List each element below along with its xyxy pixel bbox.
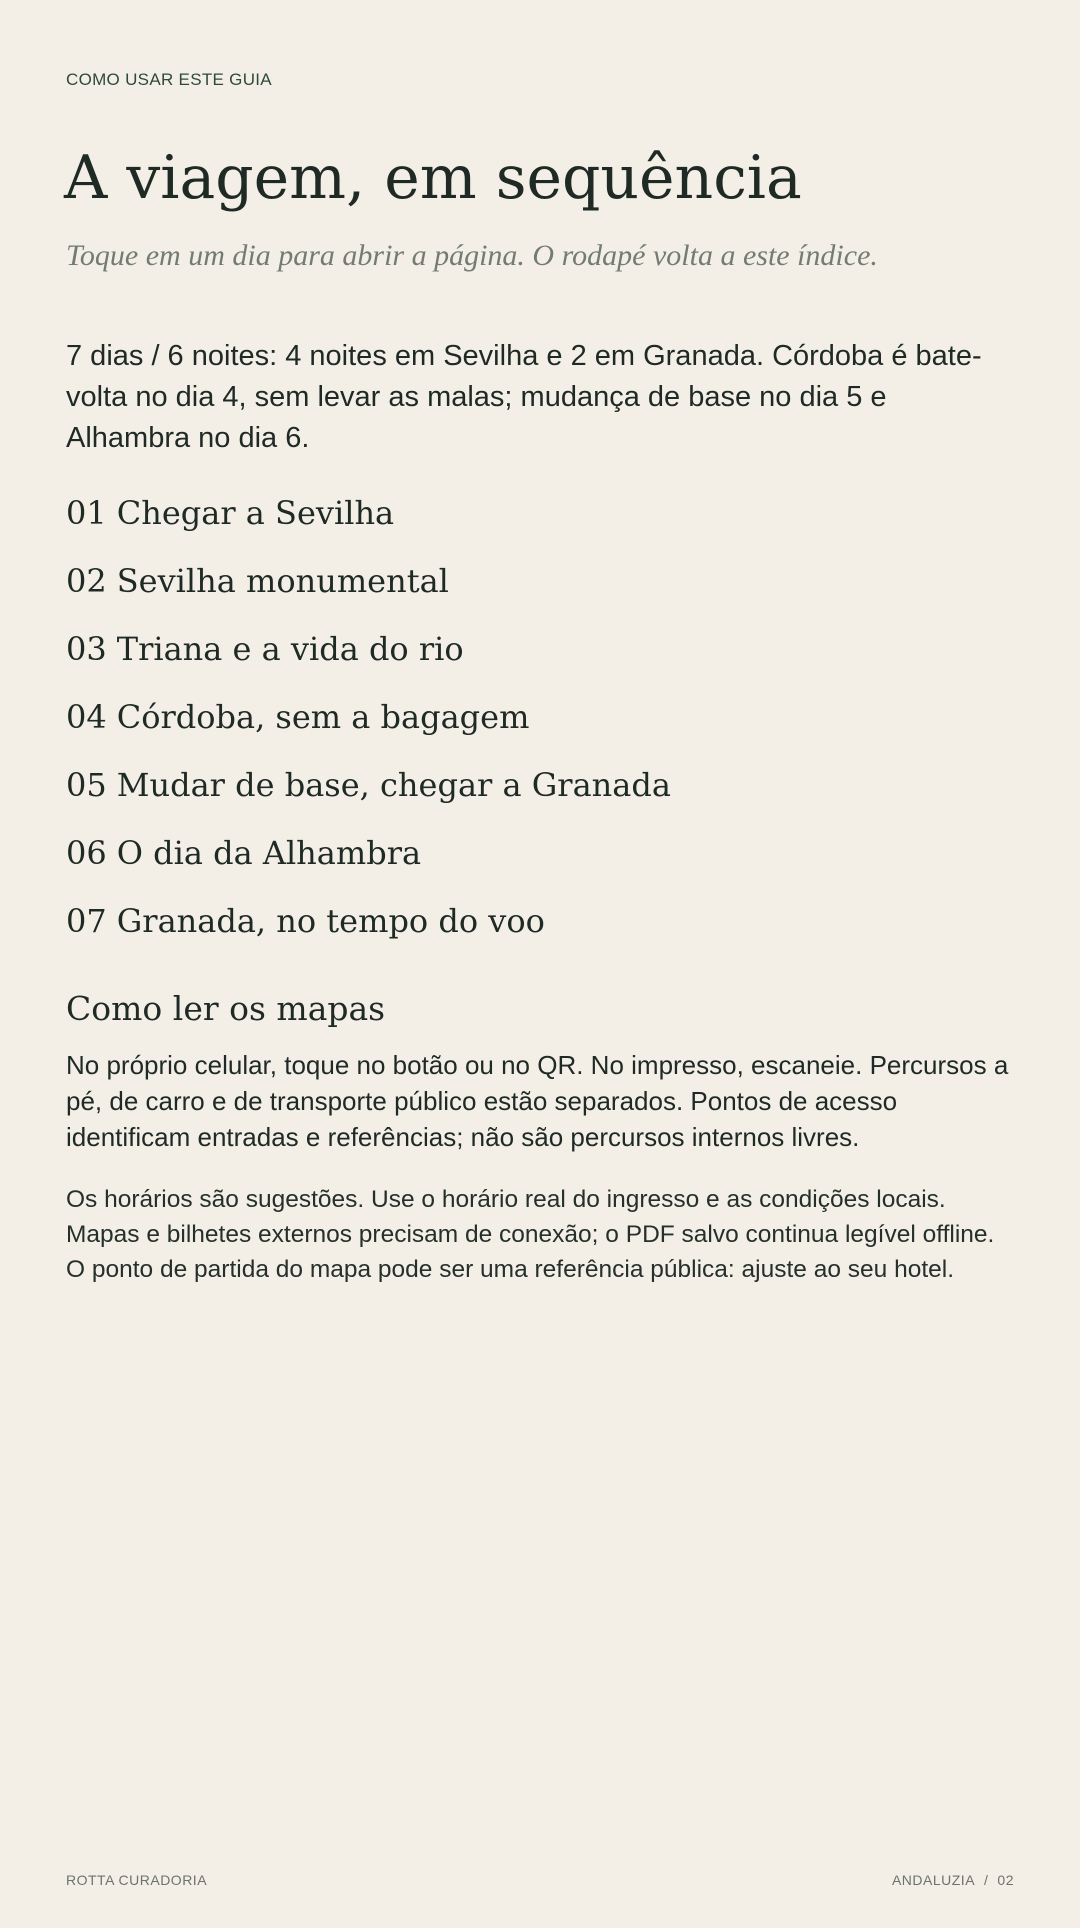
footer-index-link[interactable]	[892, 1872, 1014, 1888]
day-index-list	[66, 488, 671, 964]
day-label: Granada, no tempo do voo	[116, 902, 545, 940]
day-link-01[interactable]	[66, 488, 671, 556]
day-number: 02	[66, 562, 107, 600]
day-link-06[interactable]	[66, 828, 671, 896]
day-number: 06	[66, 834, 107, 872]
page-subtitle: Toque em um dia para abrir a página. O rodapé volta a este índice.	[66, 239, 878, 272]
day-number: 01	[66, 494, 107, 532]
day-label: Sevilha monumental	[116, 562, 449, 600]
day-link-07[interactable]	[66, 896, 671, 964]
maps-section-title: Como ler os mapas	[66, 989, 386, 1028]
day-number: 03	[66, 630, 107, 668]
section-kicker: COMO USAR ESTE GUIA	[66, 70, 272, 89]
footer-region: ANDALUZIA	[891, 1872, 976, 1888]
footer-separator: /	[984, 1872, 989, 1888]
footer-brand: ROTTA CURADORIA	[66, 1872, 208, 1888]
day-label: Córdoba, sem a bagagem	[116, 698, 530, 736]
day-number: 04	[66, 698, 107, 736]
day-label: Chegar a Sevilha	[116, 494, 395, 532]
day-link-04[interactable]	[66, 692, 671, 760]
day-link-03[interactable]	[66, 624, 671, 692]
trip-summary: 7 dias / 6 noites: 4 noites em Sevilha e 2 em Granada. Córdoba é bate-volta no dia 4, sem levar as malas; mudança de base no dia 5 e Alhambra no dia 6.	[66, 340, 982, 454]
page-title: A viagem, em sequência	[64, 143, 802, 213]
day-label: Mudar de base, chegar a Granada	[116, 766, 671, 804]
day-label: Triana e a vida do rio	[116, 630, 464, 668]
day-number: 07	[66, 902, 107, 940]
footer-page-number: 02	[997, 1872, 1014, 1888]
maps-instructions-paragraph: No próprio celular, toque no botão ou no QR. No impresso, escaneie. Percursos a pé, de carro e de transporte público estão separados. Pontos de acesso identificam entradas e referências; não são percursos internos livres.	[66, 1050, 1009, 1152]
schedule-notes-paragraph: Os horários são sugestões. Use o horário real do ingresso e as condições locais. Mapas e bilhetes externos precisam de conexão; o PDF salvo continua legível offline. O ponto de partida do mapa pode ser uma referência pública: ajuste ao seu hotel.	[66, 1186, 995, 1283]
day-link-05[interactable]	[66, 760, 671, 828]
day-label: O dia da Alhambra	[116, 834, 422, 872]
day-number: 05	[66, 766, 107, 804]
day-link-02[interactable]	[66, 556, 671, 624]
